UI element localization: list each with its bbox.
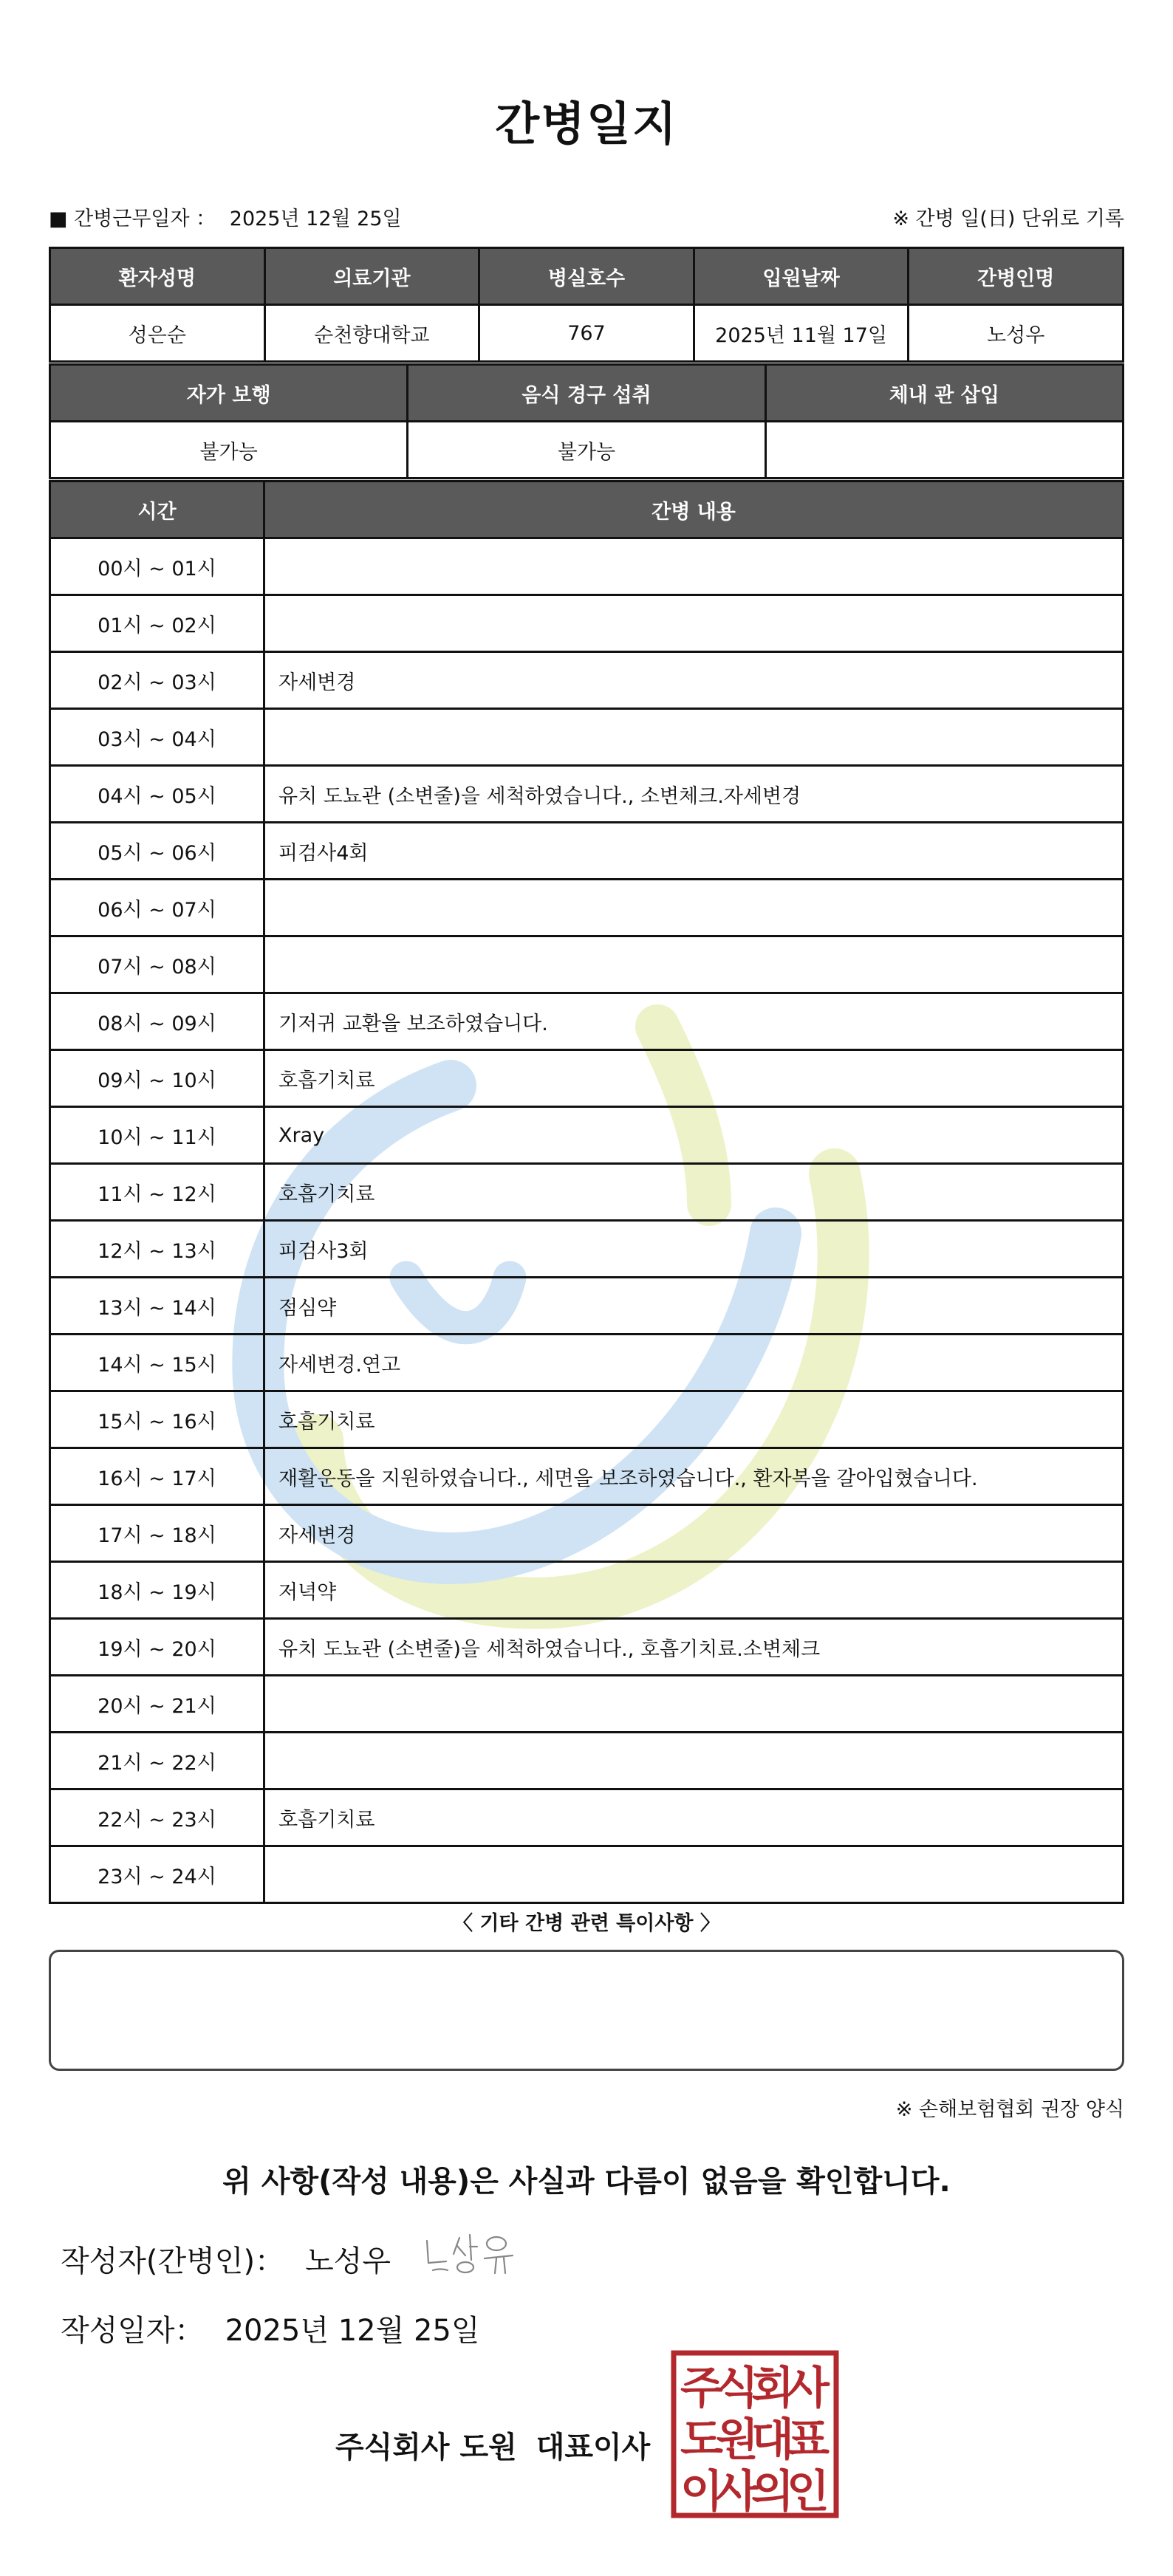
svg-text:사: 사 xyxy=(716,2466,759,2518)
care-content: 호흡기치료 xyxy=(264,1164,1124,1221)
care-content: 호흡기치료 xyxy=(264,1391,1124,1448)
caregiver-name: 노성우 xyxy=(909,305,1124,362)
written-date-value: 2025년 12월 25일 xyxy=(225,2314,480,2348)
svg-text:도: 도 xyxy=(680,2414,723,2466)
care-content: 자세변경 xyxy=(264,652,1124,709)
record-unit-note: ※ 간병 일(日) 단위로 기록 xyxy=(892,208,1124,230)
hospital: 순천향대학교 xyxy=(264,305,479,362)
time-slot: 23시 ~ 24시 xyxy=(50,1846,264,1903)
patient-info-table xyxy=(49,247,1124,363)
time-slot: 01시 ~ 02시 xyxy=(50,595,264,652)
table-row xyxy=(50,538,1124,595)
time-slot: 13시 ~ 14시 xyxy=(50,1278,264,1335)
time-slot: 11시 ~ 12시 xyxy=(50,1164,264,1221)
table-row xyxy=(50,936,1124,993)
header-care-content: 간병 내용 xyxy=(264,482,1124,538)
table-row xyxy=(50,1164,1124,1221)
table-row xyxy=(50,1107,1124,1164)
table-row xyxy=(50,1278,1124,1335)
work-date-label: ■ 간병근무일자 ： xyxy=(49,208,216,230)
writer-line xyxy=(61,2238,391,2280)
svg-text:주: 주 xyxy=(680,2363,723,2414)
svg-text:이: 이 xyxy=(680,2466,723,2518)
care-content xyxy=(264,1733,1124,1789)
table-row xyxy=(50,652,1124,709)
written-date-label: 작성일자： xyxy=(61,2314,205,2348)
oral-intake: 불가능 xyxy=(408,422,765,479)
time-slot: 10시 ~ 11시 xyxy=(50,1107,264,1164)
room-number: 767 xyxy=(479,305,694,362)
time-slot: 09시 ~ 10시 xyxy=(50,1050,264,1107)
time-slot: 03시 ~ 04시 xyxy=(50,709,264,766)
time-slot: 02시 ~ 03시 xyxy=(50,652,264,709)
svg-text:회: 회 xyxy=(751,2363,794,2414)
admission-date: 2025년 11월 17일 xyxy=(694,305,909,362)
time-slot: 17시 ~ 18시 xyxy=(50,1505,264,1562)
writer-name: 노성우 xyxy=(305,2244,391,2278)
patient-info-header-row xyxy=(50,248,1124,305)
care-content: 재활운동을 지원하였습니다., 세면을 보조하였습니다., 환자복을 갈아입혔습니다. xyxy=(264,1448,1124,1505)
svg-text:대: 대 xyxy=(751,2414,794,2466)
care-content: 호흡기치료 xyxy=(264,1050,1124,1107)
table-row xyxy=(50,1050,1124,1107)
care-log-table xyxy=(49,480,1124,1904)
ability-header-row xyxy=(50,365,1124,422)
care-content xyxy=(264,880,1124,936)
table-row xyxy=(50,1391,1124,1448)
care-content xyxy=(264,709,1124,766)
table-row xyxy=(50,1619,1124,1676)
care-content xyxy=(264,538,1124,595)
time-slot: 06시 ~ 07시 xyxy=(50,880,264,936)
care-content: 점심약 xyxy=(264,1278,1124,1335)
care-content: 유치 도뇨관 (소변줄)을 세척하였습니다., 소변체크.자세변경 xyxy=(264,766,1124,823)
company-name: 주식회사 도원 xyxy=(335,2431,517,2464)
patient-name: 성은순 xyxy=(50,305,265,362)
handwritten-signature xyxy=(421,2224,524,2284)
table-row xyxy=(50,1335,1124,1391)
table-row xyxy=(50,823,1124,880)
svg-text:사: 사 xyxy=(787,2363,830,2414)
svg-text:표: 표 xyxy=(787,2414,830,2466)
care-content: 피검사4회 xyxy=(264,823,1124,880)
table-row xyxy=(50,1789,1124,1846)
svg-text:의: 의 xyxy=(751,2466,794,2518)
care-content xyxy=(264,936,1124,993)
care-content: Xray xyxy=(264,1107,1124,1164)
care-content: 자세변경 xyxy=(264,1505,1124,1562)
written-date-line xyxy=(61,2307,480,2349)
table-row xyxy=(50,1846,1124,1903)
svg-text:원: 원 xyxy=(716,2414,759,2466)
care-content: 기저귀 교환을 보조하였습니다. xyxy=(264,993,1124,1050)
header-patient-name: 환자성명 xyxy=(50,248,265,305)
time-slot: 20시 ~ 21시 xyxy=(50,1676,264,1733)
header-caregiver-name: 간병인명 xyxy=(909,248,1124,305)
table-row xyxy=(50,1562,1124,1619)
document-title: 간병일지 xyxy=(495,97,678,151)
time-slot: 19시 ~ 20시 xyxy=(50,1619,264,1676)
time-slot: 18시 ~ 19시 xyxy=(50,1562,264,1619)
self-walking: 불가능 xyxy=(50,422,408,479)
special-notes-title: 〈 기타 간병 관련 특이사항 〉 xyxy=(453,1912,720,1935)
header-time: 시간 xyxy=(50,482,264,538)
special-notes-box xyxy=(49,1950,1124,2071)
time-slot: 00시 ~ 01시 xyxy=(50,538,264,595)
table-row xyxy=(50,993,1124,1050)
header-self-walking: 자가 보행 xyxy=(50,365,408,422)
work-date xyxy=(49,202,402,231)
ability-value-row xyxy=(50,422,1124,479)
time-slot: 04시 ~ 05시 xyxy=(50,766,264,823)
care-content xyxy=(264,1676,1124,1733)
svg-text:식: 식 xyxy=(716,2363,759,2414)
header-tube-insertion: 체내 관 삽입 xyxy=(765,365,1123,422)
time-slot: 21시 ~ 22시 xyxy=(50,1733,264,1789)
confirmation-statement: 위 사항(작성 내용)은 사실과 다름이 없음을 확인합니다. xyxy=(222,2165,951,2199)
table-row xyxy=(50,766,1124,823)
table-row xyxy=(50,1448,1124,1505)
header-hospital: 의료기관 xyxy=(264,248,479,305)
header-admission-date: 입원날짜 xyxy=(694,248,909,305)
care-content xyxy=(264,595,1124,652)
work-date-value: 2025년 12월 25일 xyxy=(229,208,402,230)
care-log-header-row xyxy=(50,482,1124,538)
care-content xyxy=(264,1846,1124,1903)
time-slot: 08시 ~ 09시 xyxy=(50,993,264,1050)
company-seal-stamp xyxy=(669,2349,841,2520)
company-line xyxy=(335,2424,650,2466)
table-row xyxy=(50,1221,1124,1278)
care-content: 호흡기치료 xyxy=(264,1789,1124,1846)
association-note: ※ 손해보험협회 권장 양식 xyxy=(895,2098,1124,2121)
time-slot: 22시 ~ 23시 xyxy=(50,1789,264,1846)
time-slot: 15시 ~ 16시 xyxy=(50,1391,264,1448)
tube-insertion xyxy=(765,422,1123,479)
time-slot: 07시 ~ 08시 xyxy=(50,936,264,993)
patient-info-value-row xyxy=(50,305,1124,362)
care-content: 유치 도뇨관 (소변줄)을 세척하였습니다., 호흡기치료.소변체크 xyxy=(264,1619,1124,1676)
header-oral-intake: 음식 경구 섭취 xyxy=(408,365,765,422)
writer-label: 작성자(간병인)： xyxy=(61,2244,285,2278)
table-row xyxy=(50,1733,1124,1789)
table-row xyxy=(50,709,1124,766)
svg-text:인: 인 xyxy=(787,2466,830,2518)
care-content: 자세변경.연고 xyxy=(264,1335,1124,1391)
care-content: 저녁약 xyxy=(264,1562,1124,1619)
time-slot: 14시 ~ 15시 xyxy=(50,1335,264,1391)
table-row xyxy=(50,595,1124,652)
table-row xyxy=(50,1505,1124,1562)
table-row xyxy=(50,880,1124,936)
header-room-number: 병실호수 xyxy=(479,248,694,305)
patient-ability-table xyxy=(49,363,1124,479)
care-content: 피검사3회 xyxy=(264,1221,1124,1278)
representative-title: 대표이사 xyxy=(536,2431,651,2464)
time-slot: 12시 ~ 13시 xyxy=(50,1221,264,1278)
table-row xyxy=(50,1676,1124,1733)
time-slot: 16시 ~ 17시 xyxy=(50,1448,264,1505)
time-slot: 05시 ~ 06시 xyxy=(50,823,264,880)
